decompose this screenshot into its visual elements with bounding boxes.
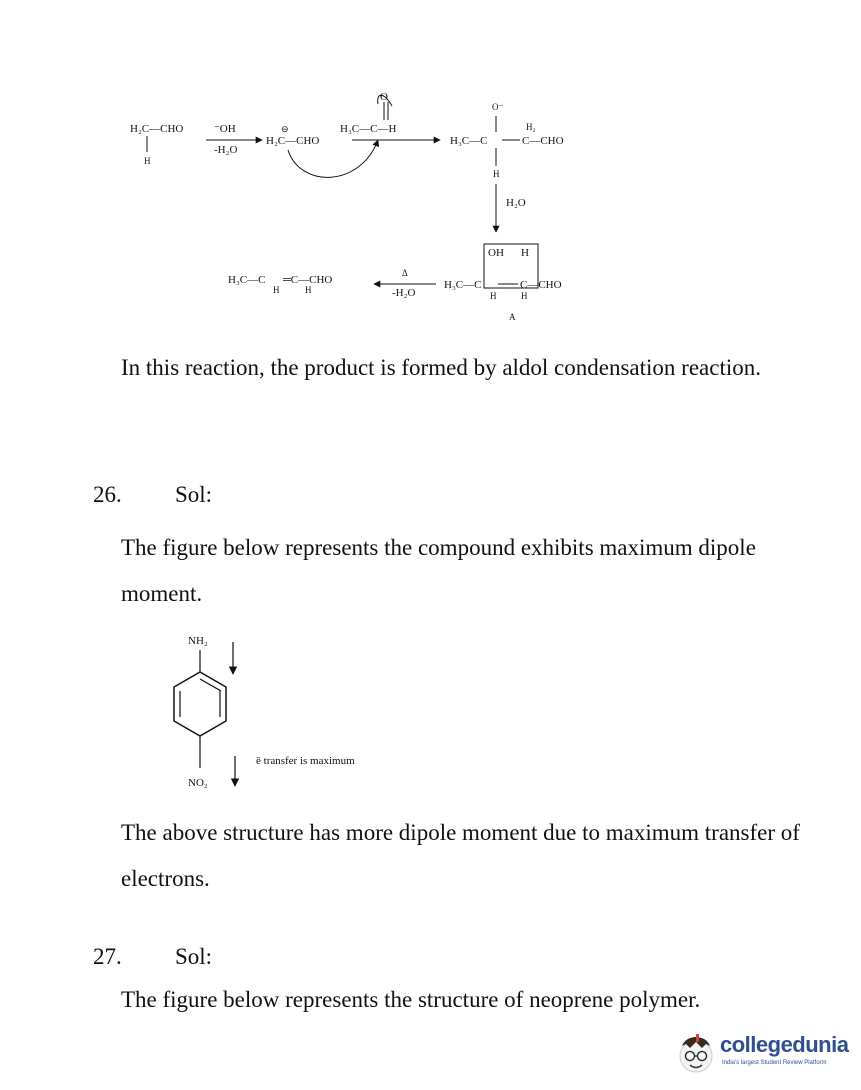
water-loss-label-1: -H₂O — [214, 144, 238, 156]
mascot-icon — [676, 1032, 716, 1076]
reactant-hydrogen: H — [144, 156, 151, 166]
water-loss-label-2: -H₂O — [392, 287, 416, 299]
benzene-ring — [174, 672, 226, 736]
p-nitroaniline-structure — [140, 630, 420, 800]
compound-a-label: A — [509, 312, 516, 322]
aldol-h: H — [521, 247, 529, 259]
alkoxide-ch2: H₂ — [526, 122, 536, 132]
acetaldehyde-reactant: H₂C—CHO — [130, 123, 184, 135]
question-27-statement: The figure below represents the structure of neoprene polymer. — [121, 987, 701, 1012]
aldol-right: C—CHO — [520, 279, 562, 291]
collegedunia-logo — [676, 1026, 856, 1086]
aldol-left: H₃C—C — [444, 279, 482, 291]
question-27-sol: Sol: — [175, 944, 213, 969]
amino-group: NH₂ — [188, 635, 208, 647]
aldol-reaction-scheme — [0, 80, 861, 330]
aldol-oh: OH — [488, 247, 504, 259]
alkoxide-right: C—CHO — [522, 135, 564, 147]
question-26-number: 26. — [93, 482, 122, 507]
alkoxide-oxygen: O⁻ — [492, 102, 504, 112]
enolate-charge: ⊖ — [281, 124, 289, 134]
aldol-conclusion: In this reaction, the product is formed by aldol condensation reaction. — [121, 355, 761, 380]
acetaldehyde-electrophile: H₃C—C—H — [340, 123, 397, 135]
question-27-number: 27. — [93, 944, 122, 969]
aldol-h-low-1: H — [490, 291, 497, 301]
product-right: ═C—CHO — [283, 274, 333, 286]
water-label: H₂O — [506, 197, 526, 209]
carbonyl-oxygen: O — [380, 91, 388, 103]
product-h-1: H — [273, 285, 280, 295]
brand-tagline: India's largest Student Review Platform — [722, 1060, 827, 1066]
question-26-conclusion: The above structure has more dipole moment due to maximum transfer of electrons. — [121, 820, 800, 891]
nitro-group: NO₂ — [188, 777, 208, 789]
electron-transfer-note: ē transfer is maximum — [256, 755, 355, 767]
hydroxide-label: ⁻OH — [214, 123, 236, 135]
brand-name: collegedunia — [720, 1032, 849, 1057]
product-left: H₃C—C — [228, 274, 266, 286]
alkoxide-hydrogen: H — [493, 169, 500, 179]
question-26-sol: Sol: — [175, 482, 213, 507]
heat-symbol: Δ — [402, 268, 408, 278]
product-h-2: H — [305, 285, 312, 295]
alkoxide-left: H₃C—C — [450, 135, 488, 147]
aldol-h-low-2: H — [521, 291, 528, 301]
question-26-statement: The figure below represents the compound exhibits maximum dipole moment. — [121, 535, 756, 606]
enolate: H₂C—CHO — [266, 135, 320, 147]
